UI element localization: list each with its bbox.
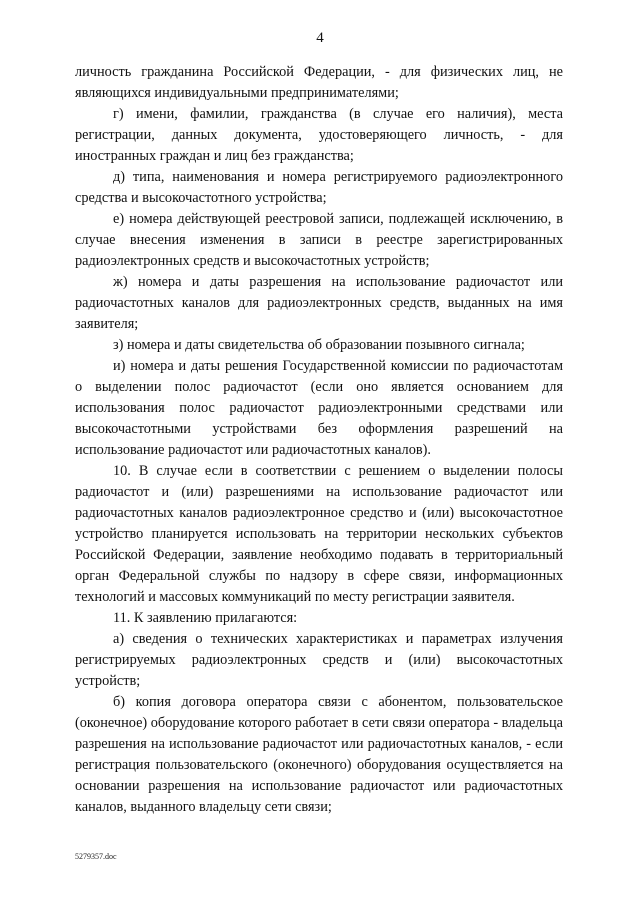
paragraph-clause-11: 11. К заявлению прилагаются:: [113, 610, 298, 626]
page-number: 4: [316, 30, 324, 46]
paragraph-continuation: личность гражданина Российской Федерации, - для физических лиц, не являющихся индивидуальными предпринимателями;: [75, 64, 563, 101]
paragraph-item-g: г) имени, фамилии, гражданства (в случае его наличия), места регистрации, данных документа, удостоверяющего личность, - для иностранных граждан и лиц без гражданства;: [75, 106, 563, 164]
paragraph-item-e: е) номера действующей реестровой записи, подлежащей исключению, в случае внесения изменения в записи в реестре зарегистрированных радиоэлектронных средств и высокочастотных устройств;: [75, 211, 563, 269]
paragraph-item-d: д) типа, наименования и номера регистрируемого радиоэлектронного средства и высокочастотного устройства;: [75, 169, 563, 206]
paragraph-clause-10: 10. В случае если в соответствии с решением о выделении полосы радиочастот и (или) разрешениями на использование радиочастот или радиочастотных каналов радиоэлектронное средство и (или) высокочастотное устройство планируется использовать на территории нескольких субъектов Российской Федерации, заявление необходимо подавать в территориальный орган Федеральной службы по надзору в сфере связи, информационных технологий и массовых коммуникаций по месту регистрации заявителя.: [75, 463, 563, 605]
footer-filename: 5279357.doc: [75, 852, 117, 861]
paragraph-item-z: з) номера и даты свидетельства об образовании позывного сигнала;: [113, 337, 525, 353]
document-body: [75, 62, 563, 818]
paragraph-item-i: и) номера и даты решения Государственной комиссии по радиочастотам о выделении полос радиочастот (если оно является основанием для использования полос радиочастот радиоэлектронными средствами или высокочастотными устройствами без оформления разрешений на использование радиочастот или радиочастотных каналов).: [75, 358, 563, 458]
paragraph-item-zh: ж) номера и даты разрешения на использование радиочастот или радиочастотных каналов для радиоэлектронных средств, выданных на имя заявителя;: [75, 274, 563, 332]
paragraph-item-b: б) копия договора оператора связи с абонентом, пользовательское (оконечное) оборудование которого работает в сети связи оператора - владельца разрешения на использование радиочастот или радиочастотных каналов, - если регистрация пользовательского (оконечного) оборудования осуществляется на основании разрешения на использование радиочастот или радиочастотных каналов, выданного владельцу сети связи;: [75, 694, 563, 815]
paragraph-item-a: а) сведения о технических характеристиках и параметрах излучения регистрируемых радиоэлектронных средств и (или) высокочастотных устройств;: [75, 631, 563, 689]
